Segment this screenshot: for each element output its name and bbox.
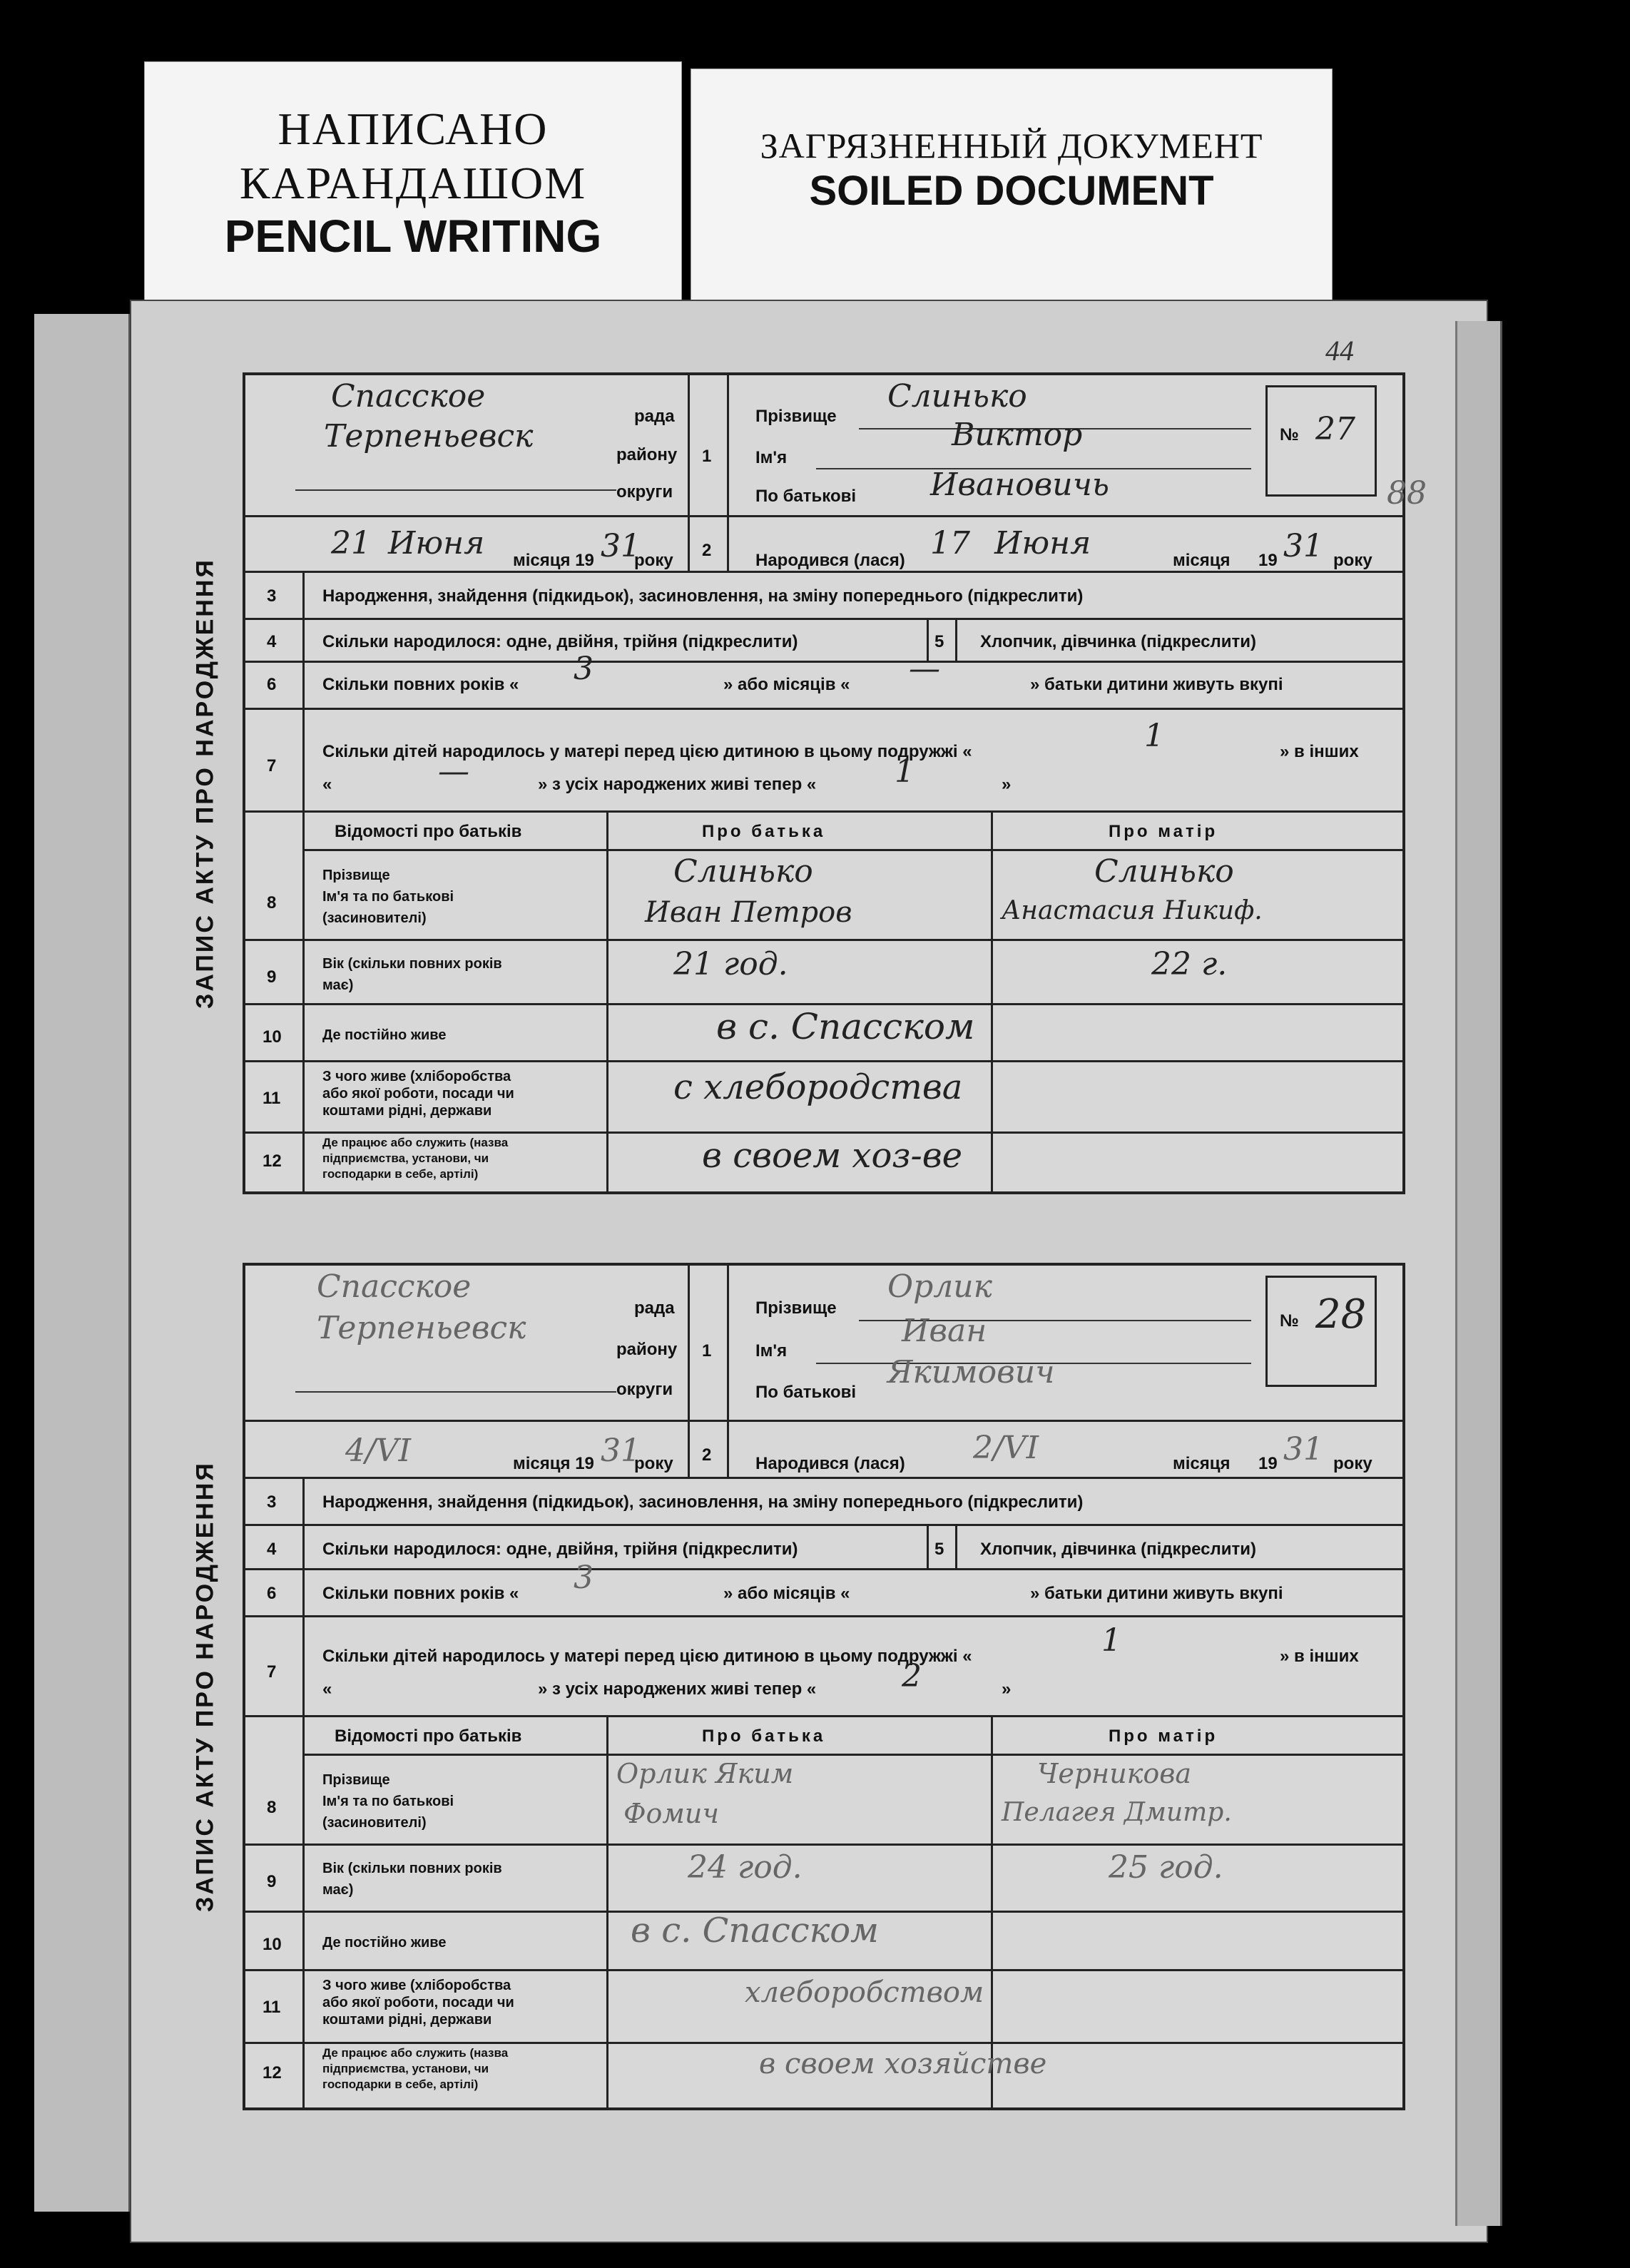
row-number: 2 <box>702 541 712 560</box>
workplace-2: в своем хозяйстве <box>759 2048 1047 2080</box>
reg-day: 21 <box>331 525 371 561</box>
form-rule <box>245 810 1402 813</box>
row-number: 5 <box>934 1540 944 1559</box>
row3-text-2: Народження, знайдення (підкидьок), засиновлення, на зміну попереднього (підкреслити) <box>322 1492 1084 1512</box>
child-name: Виктор <box>952 417 1083 453</box>
workplace: в своем хоз-ве <box>702 1136 963 1176</box>
soiled-label-line-2: SOILED DOCUMENT <box>809 168 1214 214</box>
mother-surname-2: Черникова <box>1037 1758 1192 1789</box>
birth-record-form-2 <box>191 1263 1405 2110</box>
form-rule <box>245 1568 1402 1570</box>
pencil-label-line-2: КАРАНДАШОМ <box>239 157 587 208</box>
pencil-label-line-3: PENCIL WRITING <box>224 210 602 263</box>
row9-line-1: Вік (скільки повних років <box>322 956 502 972</box>
row-number: 11 <box>263 1089 281 1108</box>
pencil-label-line-1: НАПИСАНО <box>277 103 549 154</box>
binding-strip <box>34 314 131 2212</box>
form-rule <box>302 1477 305 2107</box>
form-rule <box>955 1524 957 1568</box>
row-number: 11 <box>263 1998 281 2017</box>
father-surname: Слинько <box>673 853 813 890</box>
district-2: Терпеньевск <box>317 1310 526 1346</box>
row7-label-d-2: » з усіх народжених живі тепер « <box>538 1679 817 1699</box>
mother-name-2: Пелагея Дмитр. <box>1002 1798 1232 1827</box>
form-rule <box>245 939 1402 941</box>
occupation: с хлебородства <box>673 1067 963 1107</box>
soiled-label-line-1: ЗАГРЯЗНЕННЫЙ ДОКУМЕНТ <box>760 126 1263 166</box>
form-rule <box>302 1754 1402 1756</box>
row7-label-a: Скільки дітей народилось у матері перед цією дитиною в цьому подружжі « <box>322 742 972 761</box>
children-alive-2: 2 <box>902 1658 922 1694</box>
father-name-2: Фомич <box>623 1798 720 1829</box>
form-rule <box>245 618 1402 620</box>
row8-line-3-2: (засиновителі) <box>322 1815 427 1831</box>
form-rule <box>245 1003 1402 1005</box>
row11-line-3-2: коштами рідні, держави <box>322 2012 492 2028</box>
form-rule <box>245 571 1402 573</box>
form-rule <box>606 810 608 1191</box>
record-number-2: 28 <box>1315 1291 1367 1338</box>
birth-19-label: 19 <box>1258 551 1278 570</box>
row-number: 6 <box>267 675 277 694</box>
parents-info-header: Відомості про батьків <box>335 822 522 841</box>
reg-year-label: року <box>634 551 673 570</box>
reg-month-label: місяця 19 <box>513 551 594 570</box>
row7-label-b-2: » в інших <box>1280 1647 1359 1666</box>
row-number: 6 <box>267 1584 277 1603</box>
form-rule <box>245 1132 1402 1134</box>
born-label: Народився (лася) <box>755 551 905 570</box>
row-number: 4 <box>267 632 277 651</box>
row-number: 4 <box>267 1540 277 1559</box>
row7-label-d: » з усіх народжених живі тепер « <box>538 775 817 794</box>
form-rule <box>295 489 616 491</box>
birth-day-2: 2/VI <box>973 1430 1039 1466</box>
years-together: 3 <box>574 651 594 687</box>
form-rule <box>991 810 993 1191</box>
months-together: — <box>909 651 940 687</box>
form-rule <box>245 2042 1402 2044</box>
form-rule <box>955 618 957 661</box>
birth-day: 17 <box>930 525 970 561</box>
row-number: 2 <box>702 1445 712 1465</box>
birth-record-form-1 <box>191 372 1427 1194</box>
record-number: 27 <box>1315 411 1355 447</box>
row12-line-1: Де працює або служить (назва <box>322 1136 509 1149</box>
surname-label-2: Прізвище <box>755 1298 837 1318</box>
row6-label-c-2: » батьки дитини живуть вкупі <box>1030 1584 1283 1603</box>
form-rule <box>245 1524 1402 1526</box>
child-name-2: Иван <box>902 1313 987 1349</box>
form-rule <box>245 515 1402 517</box>
surname-label: Прізвище <box>755 407 837 426</box>
form-rule <box>727 375 729 515</box>
children-other: — <box>438 753 469 790</box>
row9-line-1-2: Вік (скільки повних років <box>322 1861 502 1876</box>
row-number: 9 <box>267 1872 277 1891</box>
row12-line-3: господарки в себе, артілі) <box>322 1167 479 1181</box>
form-rule <box>245 1420 1402 1422</box>
row-number: 3 <box>267 586 277 606</box>
form-rule <box>245 1969 1402 1971</box>
row6-label-b: » або місяців « <box>723 675 850 694</box>
residence-2: в с. Спасском <box>631 1911 879 1951</box>
row-number: 3 <box>267 1492 277 1512</box>
form-rule <box>295 1391 616 1393</box>
row7-label-b: » в інших <box>1280 742 1359 761</box>
form-rule <box>245 1715 1402 1717</box>
row6-label-a-2: Скільки повних років « <box>322 1584 519 1603</box>
children-before-2: 1 <box>1101 1622 1121 1659</box>
mother-age-2: 25 год. <box>1109 1849 1223 1886</box>
birth-year: 31 <box>1283 528 1323 564</box>
row6-label-a: Скільки повних років « <box>322 675 519 694</box>
reg-month: Июня <box>388 525 485 561</box>
father-surname-2: Орлик Яким <box>616 1758 794 1789</box>
row-number: 5 <box>934 632 944 651</box>
row3-text: Народження, знайдення (підкидьок), засиновлення, на зміну попереднього (підкреслити) <box>322 586 1084 606</box>
reg-year: 31 <box>601 528 641 564</box>
okrug-label-2: округи <box>616 1380 673 1399</box>
soiled-document-label <box>691 68 1333 305</box>
row-number: 8 <box>267 1798 277 1817</box>
years-together-2: 3 <box>574 1560 594 1596</box>
row6-label-c: » батьки дитини живуть вкупі <box>1030 675 1283 694</box>
father-age: 21 год. <box>673 946 788 982</box>
row7-label-e: » <box>1002 775 1012 794</box>
row-number: 1 <box>702 447 712 466</box>
row7-label-e-2: » <box>1002 1679 1012 1699</box>
children-alive: 1 <box>895 753 915 790</box>
patronymic: Ивановичь <box>930 467 1109 503</box>
row11-line-2: або якої роботи, посади чи <box>322 1086 514 1102</box>
page-edge <box>1455 321 1502 2226</box>
reg-year-label-2: року <box>634 1454 673 1473</box>
record-side-title-2: ЗАПИС АКТУ ПРО НАРОДЖЕННЯ <box>191 1461 219 1912</box>
row4-text: Скільки народилося: одне, двійня, трійня (підкреслити) <box>322 632 798 651</box>
row7-label-c-2: « <box>322 1679 332 1699</box>
row11-line-2-2: або якої роботи, посади чи <box>322 1995 514 2010</box>
form-rule <box>927 1524 929 1568</box>
row11-line-1-2: З чого живе (хліборобства <box>322 1978 511 1993</box>
form-rule <box>688 1420 690 1477</box>
birth-year-label-2: року <box>1333 1454 1372 1473</box>
form-rule <box>727 515 729 571</box>
form-rule <box>245 1615 1402 1617</box>
row10-text-2: Де постійно живе <box>322 1935 447 1951</box>
row7-label-a-2: Скільки дітей народилось у матері перед цією дитиною в цьому подружжі « <box>322 1647 972 1666</box>
row-number: 12 <box>263 1151 282 1171</box>
row11-line-3: коштами рідні, держави <box>322 1103 492 1119</box>
reg-year-2: 31 <box>601 1433 641 1469</box>
number-label: № <box>1280 425 1299 444</box>
father-name: Иван Петров <box>645 896 852 929</box>
row-number: 10 <box>263 1935 282 1954</box>
record-side-title: ЗАПИС АКТУ ПРО НАРОДЖЕННЯ <box>191 558 219 1009</box>
patronymic-2: Якимович <box>887 1354 1055 1390</box>
born-label-2: Народився (лася) <box>755 1454 905 1473</box>
row12-line-1-2: Де працює або служить (назва <box>322 2046 509 2060</box>
row-number: 10 <box>263 1027 282 1047</box>
patronymic-label: По батькові <box>755 487 857 506</box>
form-rule <box>245 708 1402 710</box>
form-rule <box>688 1266 690 1420</box>
row12-line-2-2: підприємства, установи, чи <box>322 2062 489 2075</box>
row12-line-3-2: господарки в себе, артілі) <box>322 2078 479 2091</box>
form-rule <box>302 571 305 1191</box>
row-number: 7 <box>267 756 277 776</box>
mother-age: 22 г. <box>1151 946 1228 982</box>
row5-text-2: Хлопчик, дівчинка (підкреслити) <box>980 1540 1257 1559</box>
row9-line-2: має) <box>322 977 354 993</box>
row8-line-1: Прізвище <box>322 868 390 883</box>
record-number-side: 88 <box>1387 475 1427 512</box>
patronymic-label-2: По батькові <box>755 1383 857 1402</box>
father-age-2: 24 год. <box>688 1849 803 1886</box>
row6-label-b-2: » або місяців « <box>723 1584 850 1603</box>
row8-line-2: Ім'я та по батькові <box>322 889 454 905</box>
row-number: 9 <box>267 967 277 987</box>
mother-header: Про матір <box>1109 822 1218 841</box>
raion-label: району <box>616 445 678 464</box>
row8-line-3: (засиновителі) <box>322 910 427 926</box>
reg-day-2: 4/VI <box>345 1433 411 1469</box>
reg-month-label-2: місяця 19 <box>513 1454 594 1473</box>
birth-month-label: місяця <box>1173 551 1231 570</box>
district: Терпеньевск <box>324 418 534 454</box>
form-rule <box>302 849 1402 851</box>
form-rule <box>727 1420 729 1477</box>
form-rule <box>727 1266 729 1420</box>
mother-name: Анастасия Никиф. <box>1002 896 1263 925</box>
row4-text-2: Скільки народилося: одне, двійня, трійня (підкреслити) <box>322 1540 798 1559</box>
mother-header-2: Про матір <box>1109 1727 1218 1746</box>
row12-line-2: підприємства, установи, чи <box>322 1151 489 1165</box>
rada-label: рада <box>634 407 675 426</box>
page-number: 44 <box>1325 335 1354 367</box>
row5-text: Хлопчик, дівчинка (підкреслити) <box>980 632 1257 651</box>
surname-2: Орлик <box>887 1268 992 1305</box>
father-header-2: Про батька <box>702 1727 826 1746</box>
row8-line-2-2: Ім'я та по батькові <box>322 1794 454 1809</box>
mother-surname: Слинько <box>1094 853 1234 890</box>
raion-label-2: району <box>616 1340 678 1359</box>
row-number: 12 <box>263 2063 282 2083</box>
row11-line-1: З чого живе (хліборобства <box>322 1069 511 1084</box>
residence: в с. Спасском <box>716 1006 975 1047</box>
form-rule <box>245 1844 1402 1846</box>
children-before: 1 <box>1144 718 1164 754</box>
form-rule <box>245 661 1402 663</box>
birth-year-2: 31 <box>1283 1431 1323 1468</box>
birth-month: Июня <box>994 525 1091 561</box>
row-number: 1 <box>702 1341 712 1361</box>
pencil-writing-label <box>144 61 682 302</box>
number-label-2: № <box>1280 1311 1299 1331</box>
birth-19-label-2: 19 <box>1258 1454 1278 1473</box>
form-rule <box>688 375 690 515</box>
form-rule <box>245 1477 1402 1479</box>
occupation-2: хлеборобством <box>745 1976 984 2009</box>
parents-info-header-2: Відомості про батьків <box>335 1727 522 1746</box>
row8-line-1-2: Прізвище <box>322 1772 390 1788</box>
row-number: 7 <box>267 1662 277 1682</box>
village: Спасское <box>331 378 486 415</box>
name-label: Ім'я <box>755 448 788 467</box>
surname: Слинько <box>887 378 1027 415</box>
rada-label-2: рада <box>634 1298 675 1318</box>
birth-year-label: року <box>1333 551 1372 570</box>
birth-month-label-2: місяця <box>1173 1454 1231 1473</box>
form-rule <box>245 1060 1402 1062</box>
father-header: Про батька <box>702 822 826 841</box>
name-label-2: Ім'я <box>755 1341 788 1361</box>
village-2: Спасское <box>317 1268 472 1305</box>
okrug-label: округи <box>616 482 673 502</box>
form-rule <box>688 515 690 571</box>
row-number: 8 <box>267 893 277 912</box>
row10-text: Де постійно живе <box>322 1027 447 1043</box>
row7-label-c: « <box>322 775 332 794</box>
row9-line-2-2: має) <box>322 1882 354 1898</box>
